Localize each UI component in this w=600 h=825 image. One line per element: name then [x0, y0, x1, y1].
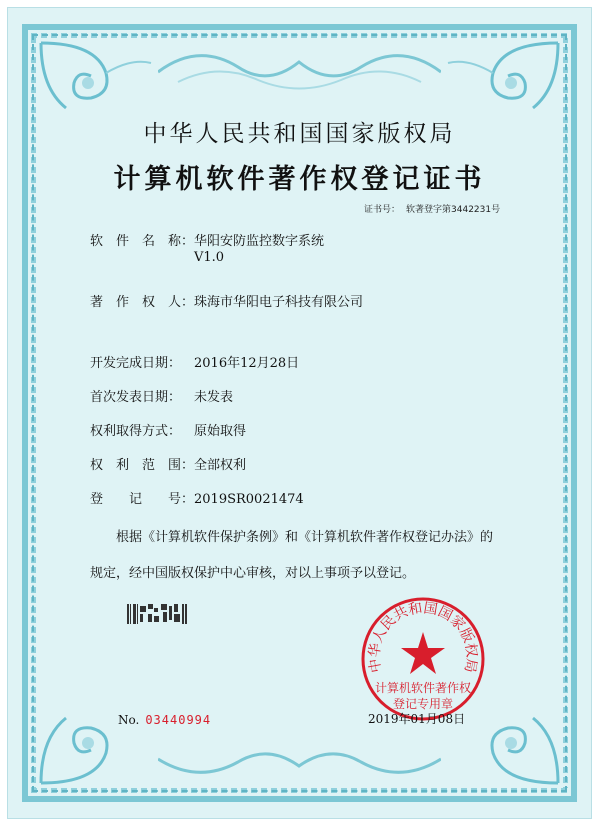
field-registration-number: [90, 488, 304, 507]
statement-line-2: 规定，经中国版权保护中心审核，对以上事项予以登记。: [90, 566, 416, 581]
field-value: 2016年12月28日: [194, 356, 300, 371]
seal-center-line-1: 计算机软件著作权: [374, 681, 471, 695]
certificate: [8, 8, 591, 818]
field-label: 首次发表日期：: [90, 390, 182, 405]
field-value: 珠海市华阳电子科技有限公司: [194, 295, 364, 310]
software-version: V1.0: [194, 250, 225, 265]
top-scroll-ornament: [158, 42, 441, 102]
serial-number-value: 03440994: [145, 713, 212, 727]
field-development-date: [90, 352, 299, 371]
field-value: 未发表: [194, 390, 234, 405]
field-rights-scope: [90, 454, 246, 473]
field-copyright-owner: [90, 291, 363, 310]
field-label: 权 利 范 围：: [90, 458, 195, 473]
field-value: 原始取得: [194, 424, 247, 439]
certificate-number: [364, 202, 500, 215]
seal-star-icon: [401, 632, 445, 674]
field-label: 著 作 权 人：: [90, 295, 195, 310]
certificate-number-value: 软著登字第3442231号: [406, 205, 501, 215]
field-value: 华阳安防监控数字系统: [194, 234, 325, 249]
field-publish-date: [90, 386, 233, 405]
barcode: [126, 602, 188, 626]
serial-number-label: No.: [118, 713, 140, 727]
issuer-title: 中华人民共和国国家版权局: [143, 121, 456, 147]
corner-ornament-top-right: [443, 38, 563, 118]
serial-number: [118, 713, 211, 727]
field-value: 2019SR0021474: [194, 492, 304, 507]
field-label: 开发完成日期：: [90, 356, 182, 371]
certificate-number-label: 证书号：: [364, 205, 401, 215]
seal-center-line-2: 登记专用章: [392, 697, 453, 711]
corner-ornament-top-left: [36, 38, 156, 118]
field-software-name: [90, 230, 324, 249]
field-value: 全部权利: [194, 458, 247, 473]
field-label: 登 记 号：: [90, 492, 195, 507]
seal-ring-text: 中华人民共和国国家版权局: [366, 600, 480, 674]
bottom-scroll-ornament: [158, 734, 441, 784]
certificate-title: 计算机软件著作权登记证书: [113, 164, 486, 195]
statement-line-1: 根据《计算机软件保护条例》和《计算机软件著作权登记办法》的: [116, 530, 494, 545]
certification-statement: [90, 520, 530, 592]
field-label: 权利取得方式：: [90, 424, 182, 439]
issue-date: 2019年01月08日: [368, 712, 466, 726]
field-label: 软 件 名 称：: [90, 234, 195, 249]
field-acquisition-method: [90, 420, 246, 439]
